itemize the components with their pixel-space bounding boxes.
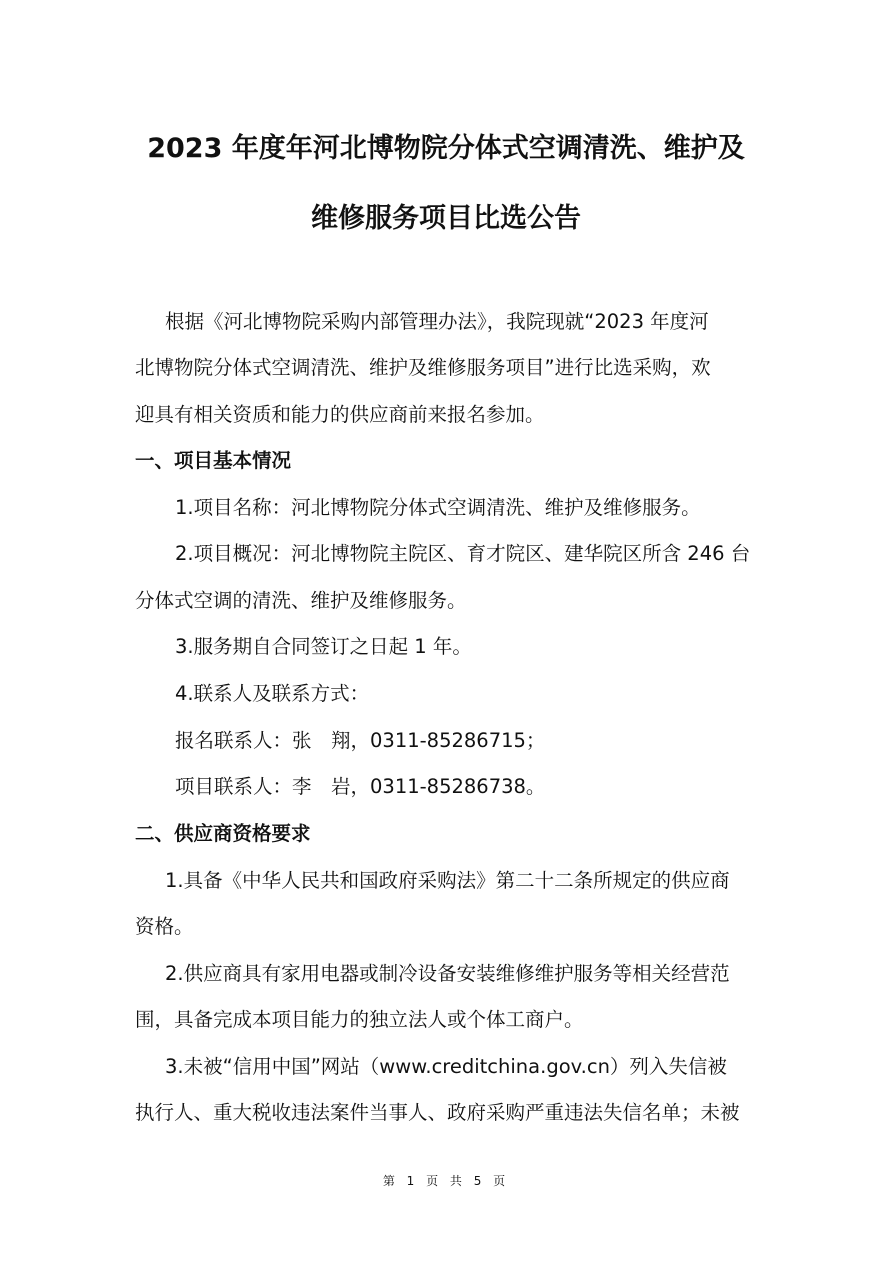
section-1-item-4: 4.联系人及联系方式： [175, 682, 370, 705]
document-title-line-2: 维修服务项目比选公告 [311, 203, 581, 234]
registration-contact: 报名联系人：张 翔，0311-85286715； [175, 729, 546, 752]
section-1-heading: 一、项目基本情况 [135, 449, 292, 472]
section-1-item-1: 1.项目名称：河北博物院分体式空调清洗、维护及维修服务。 [175, 496, 701, 519]
intro-paragraph-line-2: 北博物院分体式空调清洗、维护及维修服务项目”进行比选采购，欢 [135, 356, 711, 379]
page-number-footer: 第 1 页 共 5 页 [382, 1174, 510, 1188]
section-1-item-2-line-1: 2.项目概况：河北博物院主院区、育才院区、建华院区所含 246 台 [175, 542, 751, 565]
section-2-item-3-line-2: 执行人、重大税收违法案件当事人、政府采购严重违法失信名单；未被 [135, 1101, 740, 1124]
section-2-item-2-line-1: 2.供应商具有家用电器或制冷设备安装维修维护服务等相关经营范 [165, 962, 730, 985]
section-2-item-1-line-2: 资格。 [135, 915, 194, 938]
section-1-item-2-line-2: 分体式空调的清洗、维护及维修服务。 [135, 589, 467, 612]
project-contact: 项目联系人：李 岩，0311-85286738。 [175, 775, 546, 798]
section-2-item-1-line-1: 1.具备《中华人民共和国政府采购法》第二十二条所规定的供应商 [165, 869, 730, 892]
section-2-heading: 二、供应商资格要求 [135, 822, 311, 845]
section-2-item-2-line-2: 围，具备完成本项目能力的独立法人或个体工商户。 [135, 1008, 584, 1031]
intro-paragraph-line-1: 根据《河北博物院采购内部管理办法》，我院现就“2023 年度河 [165, 310, 709, 333]
section-2-item-3-line-1: 3.未被“信用中国”网站（www.creditchina.gov.cn）列入失信被 [165, 1055, 727, 1078]
document-title-line-1: 2023 年度年河北博物院分体式空调清洗、维护及 [147, 133, 745, 164]
section-1-item-3: 3.服务期自合同签订之日起 1 年。 [175, 635, 472, 658]
intro-paragraph-line-3: 迎具有相关资质和能力的供应商前来报名参加。 [135, 403, 545, 426]
